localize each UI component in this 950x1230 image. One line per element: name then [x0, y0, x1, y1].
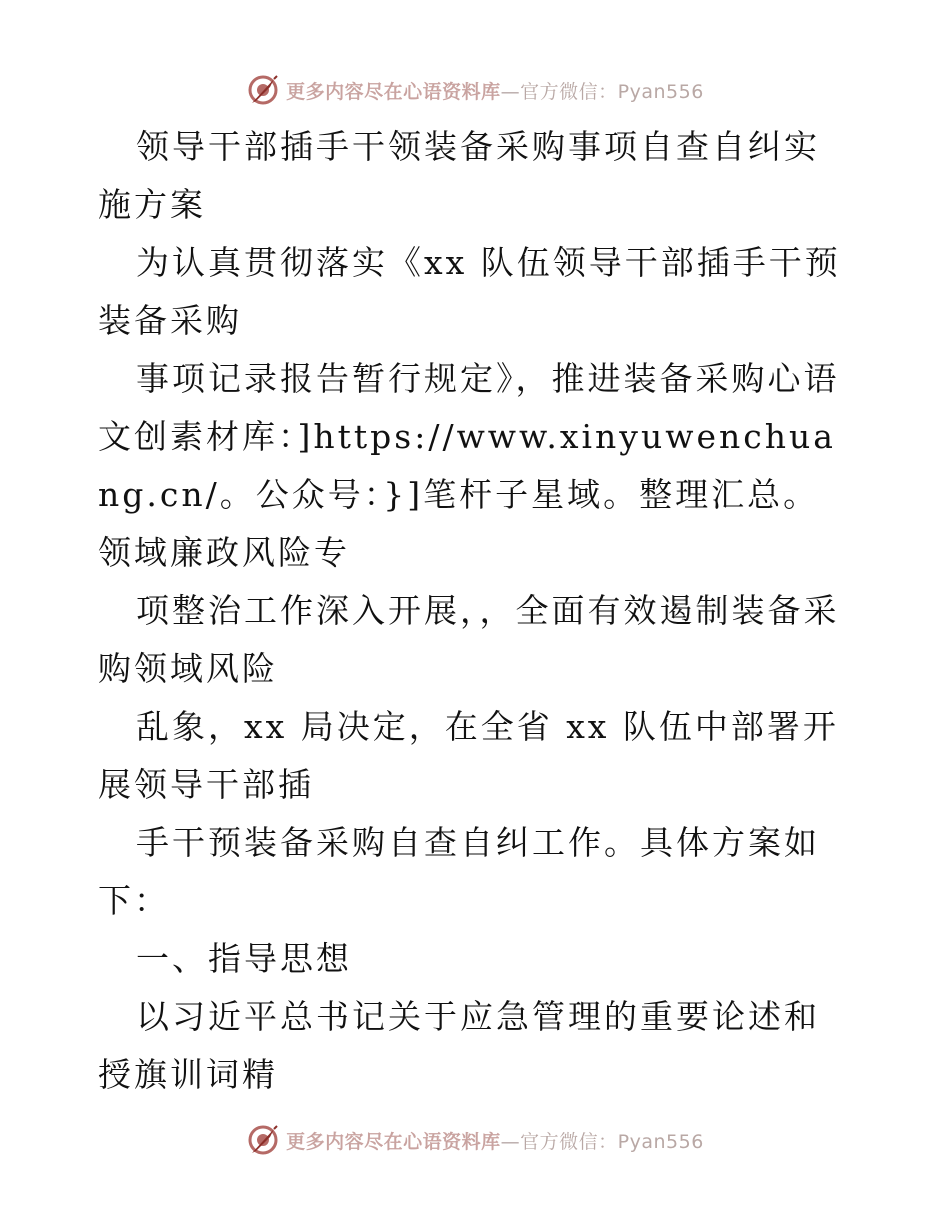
watermark-separator: —: [500, 1130, 521, 1153]
body-paragraph: 为认真贯彻落实《xx 队伍领导干部插手干预装备采购: [98, 243, 841, 340]
watermark-main-text: 更多内容尽在心语资料库: [286, 1130, 501, 1153]
document-body: [98, 118, 854, 1104]
watermark-text: [286, 77, 704, 104]
body-paragraph: 乱象，xx 局决定，在全省 xx 队伍中部署开展领导干部插: [98, 707, 839, 804]
watermark-contact-text: 官方微信：Pyan556: [520, 1130, 704, 1153]
watermark-separator: —: [500, 80, 521, 103]
body-paragraph: 以习近平总书记关于应急管理的重要论述和授旗训词精: [98, 997, 820, 1094]
body-paragraph: 手干预装备采购自查自纠工作。具体方案如下：: [98, 823, 820, 920]
watermark-main-text: 更多内容尽在心语资料库: [286, 80, 501, 103]
watermark-contact-text: 官方微信：Pyan556: [520, 80, 704, 103]
section-heading: 一、指导思想: [136, 939, 352, 978]
quill-pen-logo-icon: [246, 73, 280, 107]
footer-watermark-banner: [0, 1120, 950, 1160]
header-watermark-banner: [0, 70, 950, 110]
body-paragraph: 项整治工作深入开展，，全面有效遏制装备采购领域风险: [98, 591, 840, 688]
document-title-paragraph: 领导干部插手干领装备采购事项自查自纠实施方案: [98, 127, 820, 224]
body-paragraph: 事项记录报告暂行规定》，推进装备采购心语文创素材库：]https://www.xinyuwenchuang.cn/。公众号：}]笔杆子星域。整理汇总。领域廉政风险专: [98, 359, 840, 572]
quill-pen-logo-icon: [246, 1123, 280, 1157]
watermark-text: [286, 1127, 704, 1154]
